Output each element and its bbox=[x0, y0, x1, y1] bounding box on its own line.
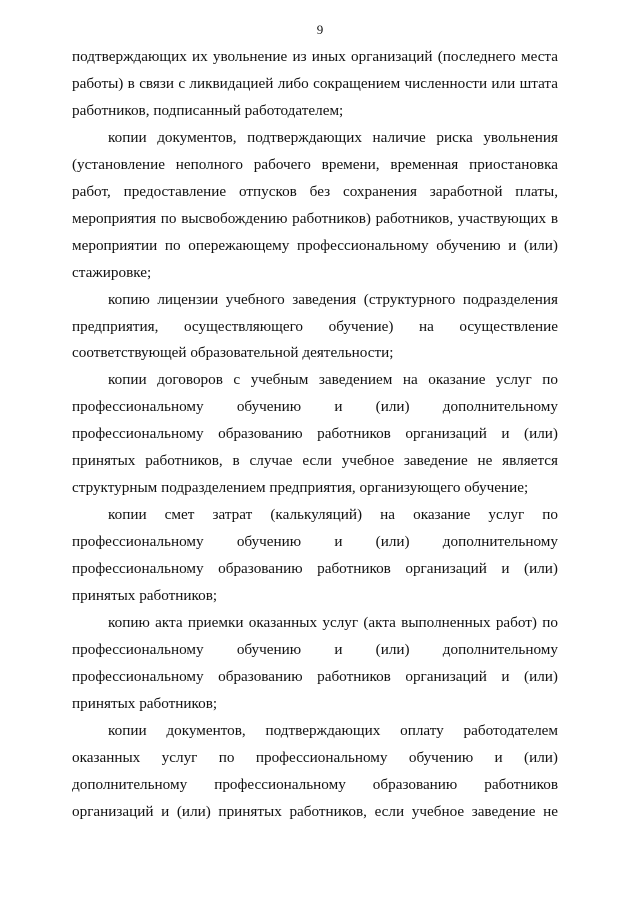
text-line: стажировке; bbox=[72, 263, 152, 281]
text-line: оказанных услуг по профессиональному обучению и (или) bbox=[72, 748, 558, 766]
text-line: копию лицензии учебного заведения (структурного подразделения bbox=[108, 290, 558, 308]
text-line: профессиональному образованию работников организаций и (или) bbox=[72, 667, 558, 685]
text-line: мероприятия по высвобождению работников) работников, участвующих в bbox=[72, 209, 558, 227]
text-line: копию акта приемки оказанных услуг (акта выполненных работ) по bbox=[108, 613, 558, 631]
text-line: подтверждающих их увольнение из иных организаций (последнего места bbox=[72, 48, 558, 65]
text-line: принятых работников; bbox=[72, 694, 218, 712]
text-line: предприятия, осуществляющего обучение) на осуществление bbox=[72, 317, 558, 335]
text-line: профессиональному обучению и (или) дополнительному bbox=[72, 640, 558, 658]
text-line: работников, подписанный работодателем; bbox=[72, 101, 344, 119]
text-line: (установление неполного рабочего времени, временная приостановка bbox=[72, 155, 558, 173]
text-line: копии смет затрат (калькуляций) на оказание услуг по bbox=[108, 506, 558, 524]
text-line: принятых работников; bbox=[72, 587, 218, 604]
text-line: работ, предоставление отпусков без сохранения заработной платы, bbox=[72, 182, 558, 200]
text-line: работы) в связи с ликвидацией либо сокращением численности или штата bbox=[72, 74, 558, 92]
text-line: принятых работников, в случае если учебное заведение не является bbox=[72, 452, 558, 470]
text-line: копии документов, подтверждающих наличие риска увольнения bbox=[108, 128, 558, 146]
text-line: профессиональному образованию работников организаций и (или) bbox=[72, 560, 558, 578]
page-number: 9 bbox=[316, 22, 324, 37]
text-line: профессиональному обучению и (или) дополнительному bbox=[72, 398, 558, 416]
text-line: профессиональному образованию работников организаций и (или) bbox=[72, 425, 558, 443]
text-line: профессиональному обучению и (или) дополнительному bbox=[72, 533, 558, 551]
text-line: соответствующей образовательной деятельности; bbox=[72, 344, 394, 362]
text-line: мероприятии по опережающему профессиональному обучению и (или) bbox=[72, 236, 558, 254]
text-line: дополнительному профессиональному образованию работников bbox=[72, 775, 558, 793]
text-line: структурным подразделением предприятия, организующего обучение; bbox=[72, 479, 529, 497]
text-line: копии документов, подтверждающих оплату работодателем bbox=[108, 721, 558, 739]
text-line: копии договоров с учебным заведением на оказание услуг по bbox=[108, 371, 558, 389]
text-line: организаций и (или) принятых работников, если учебное заведение не bbox=[72, 802, 558, 820]
